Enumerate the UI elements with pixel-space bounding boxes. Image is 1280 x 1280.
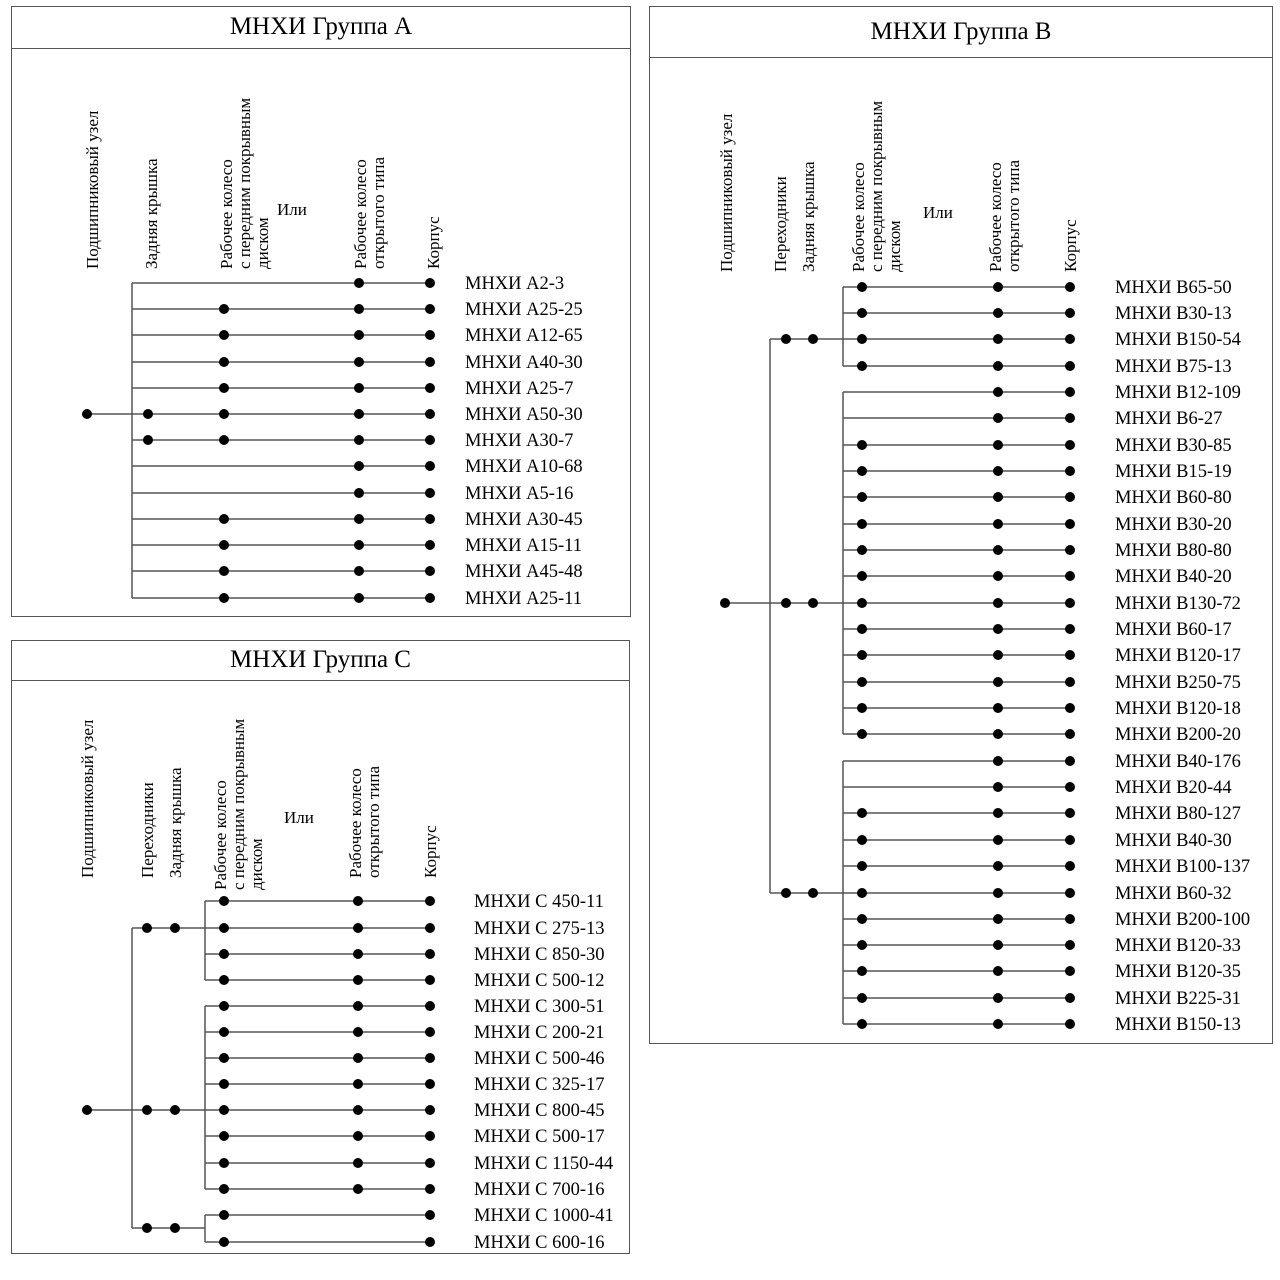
component-dot [142, 1105, 152, 1115]
component-dot [219, 1053, 229, 1063]
component-dot [353, 1079, 363, 1089]
model-label: МНХИ В30-20 [1115, 515, 1232, 535]
model-label: МНХИ В60-80 [1115, 488, 1232, 508]
component-dot [1065, 387, 1075, 397]
header-bearing: Подшипниковый узел [83, 110, 102, 269]
header-closed-impeller-3: диском [253, 217, 272, 269]
header-or: Или [284, 808, 314, 827]
model-label: МНХИ В80-80 [1115, 541, 1232, 561]
component-dot [808, 598, 818, 608]
model-label: МНХИ С 800-45 [474, 1101, 605, 1121]
component-dot [857, 545, 867, 555]
component-dot [1065, 571, 1075, 581]
group-c-title: МНХИ Группа С [12, 641, 629, 681]
component-dot [993, 966, 1003, 976]
component-dot [425, 1053, 435, 1063]
component-dot [1065, 940, 1075, 950]
component-dot [993, 571, 1003, 581]
component-dot [993, 519, 1003, 529]
header-open-impeller-2: открытого типа [369, 156, 388, 269]
component-dot [425, 1237, 435, 1247]
model-label: МНХИ А45-48 [465, 562, 583, 582]
header-back-cover: Задняя крышка [142, 158, 161, 269]
component-dot [1065, 993, 1075, 1003]
component-dot [354, 304, 364, 314]
component-dot [857, 966, 867, 976]
model-label: МНХИ В20-44 [1115, 778, 1232, 798]
component-dot [354, 514, 364, 524]
model-label: МНХИ В12-109 [1115, 383, 1241, 403]
component-dot [993, 387, 1003, 397]
component-dot [857, 677, 867, 687]
component-dot [219, 1184, 229, 1194]
model-label: МНХИ С 1000-41 [474, 1206, 614, 1226]
component-dot [857, 650, 867, 660]
header-back-cover: Задняя крышка [166, 767, 185, 878]
header-housing: Корпус [421, 825, 440, 878]
group-c-headers [78, 719, 440, 890]
component-dot [425, 593, 435, 603]
component-dot [993, 914, 1003, 924]
component-dot [1065, 703, 1075, 713]
header-closed-impeller-2: с передним покрывным [867, 100, 886, 272]
component-dot [857, 598, 867, 608]
header-open-impeller-1: Рабочее колесо [351, 159, 370, 269]
component-dot [425, 975, 435, 985]
component-dot [354, 566, 364, 576]
component-dot [219, 593, 229, 603]
model-label: МНХИ А25-25 [465, 300, 583, 320]
panel-group-c [11, 640, 630, 1254]
component-dot [1065, 782, 1075, 792]
model-label: МНХИ В120-18 [1115, 699, 1241, 719]
component-dot [857, 703, 867, 713]
model-label: МНХИ В225-31 [1115, 989, 1241, 1009]
header-housing: Корпус [424, 216, 443, 269]
component-dot [425, 383, 435, 393]
model-label: МНХИ В120-33 [1115, 936, 1241, 956]
model-label: МНХИ А2-3 [465, 274, 565, 294]
model-label: МНХИ В65-50 [1115, 278, 1232, 298]
component-dot [857, 308, 867, 318]
component-dot [219, 923, 229, 933]
header-or: Или [277, 200, 307, 219]
component-dot [993, 650, 1003, 660]
group-b-title: МНХИ Группа В [650, 7, 1272, 58]
model-label: МНХИ В40-30 [1115, 831, 1232, 851]
model-label: МНХИ В150-54 [1115, 330, 1241, 350]
header-closed-impeller-1: Рабочее колесо [849, 162, 868, 272]
group-a-title: МНХИ Группа А [12, 7, 630, 49]
component-dot [781, 334, 791, 344]
component-dot [857, 282, 867, 292]
model-label: МНХИ В60-32 [1115, 884, 1232, 904]
component-dot [1065, 1019, 1075, 1029]
component-dot [1065, 650, 1075, 660]
model-label: МНХИ А50-30 [465, 405, 583, 425]
component-dot [993, 782, 1003, 792]
component-dot [993, 308, 1003, 318]
header-closed-impeller-3: диском [247, 838, 266, 890]
component-dot [857, 914, 867, 924]
component-dot [808, 888, 818, 898]
model-label: МНХИ А15-11 [465, 536, 582, 556]
component-dot [993, 993, 1003, 1003]
component-dot [353, 1105, 363, 1115]
component-dot [425, 566, 435, 576]
component-dot [1065, 966, 1075, 976]
model-label: МНХИ С 450-11 [474, 892, 604, 912]
component-dot [1065, 334, 1075, 344]
header-open-impeller-1: Рабочее колесо [346, 768, 365, 878]
component-dot [781, 598, 791, 608]
component-dot [425, 330, 435, 340]
component-dot [857, 440, 867, 450]
model-label: МНХИ В120-17 [1115, 646, 1241, 666]
model-label: МНХИ С 1150-44 [474, 1154, 614, 1174]
component-dot [1065, 598, 1075, 608]
component-dot [353, 1001, 363, 1011]
model-label: МНХИ В130-72 [1115, 594, 1241, 614]
component-dot [170, 1223, 180, 1233]
component-dot [353, 1053, 363, 1063]
component-dot [993, 492, 1003, 502]
component-dot [993, 729, 1003, 739]
header-housing: Корпус [1061, 219, 1080, 272]
component-dot [857, 571, 867, 581]
component-dot [354, 488, 364, 498]
component-dot [1065, 861, 1075, 871]
header-open-impeller-2: открытого типа [364, 765, 383, 878]
header-closed-impeller-3: диском [885, 220, 904, 272]
component-dot [1065, 440, 1075, 450]
model-label: МНХИ В75-13 [1115, 357, 1232, 377]
component-dot [354, 383, 364, 393]
component-dot [857, 1019, 867, 1029]
header-open-impeller-2: открытого типа [1004, 159, 1023, 272]
component-dot [1065, 466, 1075, 476]
component-dot [425, 461, 435, 471]
header-bearing: Подшипниковый узел [717, 113, 736, 272]
header-closed-impeller-1: Рабочее колесо [217, 159, 236, 269]
component-dot [993, 756, 1003, 766]
component-dot [857, 729, 867, 739]
component-dot [857, 492, 867, 502]
model-label: МНХИ А30-45 [465, 510, 583, 530]
component-dot [857, 466, 867, 476]
header-adapters: Переходники [138, 782, 157, 878]
component-dot [219, 435, 229, 445]
model-label: МНХИ В30-85 [1115, 436, 1232, 456]
component-dot [219, 949, 229, 959]
component-dot [219, 1210, 229, 1220]
component-dot [354, 461, 364, 471]
component-dot [857, 888, 867, 898]
component-dot [857, 993, 867, 1003]
model-label: МНХИ С 600-16 [474, 1233, 605, 1253]
component-dot [1065, 545, 1075, 555]
header-back-cover: Задняя крышка [799, 161, 818, 272]
component-dot [425, 1001, 435, 1011]
component-dot [353, 1184, 363, 1194]
component-dot [857, 861, 867, 871]
group-c-diagram [12, 641, 631, 1255]
component-dot [425, 1210, 435, 1220]
component-dot [354, 593, 364, 603]
component-dot [425, 923, 435, 933]
model-label: МНХИ В200-20 [1115, 725, 1241, 745]
component-dot [857, 808, 867, 818]
component-dot [1065, 677, 1075, 687]
model-label: МНХИ В100-137 [1115, 857, 1251, 877]
component-dot [1065, 282, 1075, 292]
header-adapters: Переходники [771, 176, 790, 272]
model-label: МНХИ А10-68 [465, 457, 583, 477]
component-dot [993, 466, 1003, 476]
component-dot [353, 1027, 363, 1037]
component-dot [808, 334, 818, 344]
component-dot [219, 1105, 229, 1115]
component-dot [425, 1027, 435, 1037]
model-label: МНХИ С 325-17 [474, 1075, 605, 1095]
model-label: МНХИ В15-19 [1115, 462, 1232, 482]
group-c-labels [474, 892, 614, 1253]
component-dot [143, 435, 153, 445]
component-dot [425, 488, 435, 498]
group-a-lines [87, 283, 430, 598]
component-dot [353, 1131, 363, 1141]
component-dot [857, 624, 867, 634]
group-c-lines [87, 901, 430, 1242]
header-open-impeller-1: Рабочее колесо [986, 162, 1005, 272]
component-dot [353, 923, 363, 933]
header-closed-impeller-2: с передним покрывным [229, 718, 248, 890]
component-dot [353, 1158, 363, 1168]
component-dot [353, 896, 363, 906]
component-dot [219, 566, 229, 576]
component-dot [425, 357, 435, 367]
component-dot [425, 1105, 435, 1115]
component-dot [1065, 914, 1075, 924]
component-dot [1065, 888, 1075, 898]
component-dot [143, 409, 153, 419]
component-dot [993, 703, 1003, 713]
model-label: МНХИ С 700-16 [474, 1180, 605, 1200]
component-dot [720, 598, 730, 608]
component-dot [425, 1158, 435, 1168]
model-label: МНХИ В120-35 [1115, 962, 1241, 982]
component-dot [425, 278, 435, 288]
component-dot [1065, 624, 1075, 634]
component-dot [82, 409, 92, 419]
model-label: МНХИ В60-17 [1115, 620, 1232, 640]
component-dot [993, 334, 1003, 344]
component-dot [170, 1105, 180, 1115]
component-dot [219, 540, 229, 550]
model-label: МНХИ С 275-13 [474, 919, 605, 939]
component-dot [219, 1131, 229, 1141]
component-dot [219, 357, 229, 367]
model-label: МНХИ В250-75 [1115, 673, 1241, 693]
component-dot [425, 1079, 435, 1089]
component-dot [142, 923, 152, 933]
component-dot [425, 1131, 435, 1141]
component-dot [1065, 492, 1075, 502]
model-label: МНХИ А25-7 [465, 379, 574, 399]
model-label: МНХИ В30-13 [1115, 304, 1232, 324]
component-dot [219, 304, 229, 314]
component-dot [993, 598, 1003, 608]
model-label: МНХИ С 300-51 [474, 997, 605, 1017]
model-label: МНХИ В40-176 [1115, 752, 1241, 772]
component-dot [219, 1079, 229, 1089]
component-dot [993, 940, 1003, 950]
model-label: МНХИ В150-13 [1115, 1015, 1241, 1035]
component-dot [219, 1237, 229, 1247]
group-b-lines [725, 287, 1070, 1024]
panel-group-a [11, 6, 631, 617]
component-dot [219, 1158, 229, 1168]
model-label: МНХИ С 500-12 [474, 971, 605, 991]
model-label: МНХИ В200-100 [1115, 910, 1251, 930]
component-dot [219, 1027, 229, 1037]
component-dot [425, 409, 435, 419]
component-dot [425, 514, 435, 524]
group-a-diagram [12, 7, 632, 618]
header-or: Или [923, 203, 953, 222]
component-dot [219, 896, 229, 906]
component-dot [219, 383, 229, 393]
component-dot [354, 435, 364, 445]
model-label: МНХИ А25-11 [465, 589, 582, 609]
group-b-labels [1115, 278, 1250, 1035]
header-closed-impeller-2: с передним покрывным [235, 97, 254, 269]
group-b-headers [717, 101, 1080, 272]
panel-group-b [649, 6, 1273, 1044]
component-dot [857, 361, 867, 371]
component-dot [1065, 308, 1075, 318]
component-dot [82, 1105, 92, 1115]
model-label: МНХИ В6-27 [1115, 409, 1223, 429]
component-dot [354, 278, 364, 288]
group-a-labels [465, 274, 583, 609]
component-dot [354, 540, 364, 550]
component-dot [354, 357, 364, 367]
component-dot [1065, 361, 1075, 371]
component-dot [857, 519, 867, 529]
component-dot [425, 896, 435, 906]
component-dot [857, 334, 867, 344]
model-label: МНХИ А30-7 [465, 431, 574, 451]
component-dot [219, 1001, 229, 1011]
model-label: МНХИ В40-20 [1115, 567, 1232, 587]
component-dot [219, 409, 229, 419]
component-dot [857, 835, 867, 845]
component-dot [1065, 808, 1075, 818]
component-dot [993, 835, 1003, 845]
component-dot [219, 975, 229, 985]
model-label: МНХИ С 500-46 [474, 1049, 605, 1069]
component-dot [353, 949, 363, 959]
component-dot [993, 808, 1003, 818]
model-label: МНХИ А5-16 [465, 484, 574, 504]
component-dot [993, 440, 1003, 450]
component-dot [425, 540, 435, 550]
component-dot [353, 975, 363, 985]
component-dot [993, 861, 1003, 871]
component-dot [219, 330, 229, 340]
model-label: МНХИ С 500-17 [474, 1127, 605, 1147]
component-dot [425, 304, 435, 314]
component-dot [993, 282, 1003, 292]
model-label: МНХИ А12-65 [465, 326, 583, 346]
component-dot [993, 413, 1003, 423]
component-dot [354, 409, 364, 419]
group-c-dots [82, 896, 435, 1247]
component-dot [425, 435, 435, 445]
component-dot [993, 361, 1003, 371]
group-a-headers [83, 98, 443, 269]
model-label: МНХИ С 850-30 [474, 945, 605, 965]
component-dot [993, 677, 1003, 687]
component-dot [993, 888, 1003, 898]
component-dot [993, 545, 1003, 555]
component-dot [354, 330, 364, 340]
component-dot [1065, 835, 1075, 845]
component-dot [425, 1184, 435, 1194]
header-bearing: Подшипниковый узел [78, 719, 97, 878]
component-dot [857, 940, 867, 950]
header-closed-impeller-1: Рабочее колесо [211, 780, 230, 890]
component-dot [1065, 756, 1075, 766]
component-dot [1065, 413, 1075, 423]
group-b-diagram [650, 7, 1274, 1045]
component-dot [142, 1223, 152, 1233]
component-dot [1065, 729, 1075, 739]
component-dot [219, 514, 229, 524]
model-label: МНХИ В80-127 [1115, 804, 1241, 824]
component-dot [170, 923, 180, 933]
component-dot [993, 1019, 1003, 1029]
component-dot [425, 949, 435, 959]
model-label: МНХИ А40-30 [465, 353, 583, 373]
component-dot [993, 624, 1003, 634]
component-dot [1065, 519, 1075, 529]
component-dot [781, 888, 791, 898]
model-label: МНХИ С 200-21 [474, 1023, 605, 1043]
